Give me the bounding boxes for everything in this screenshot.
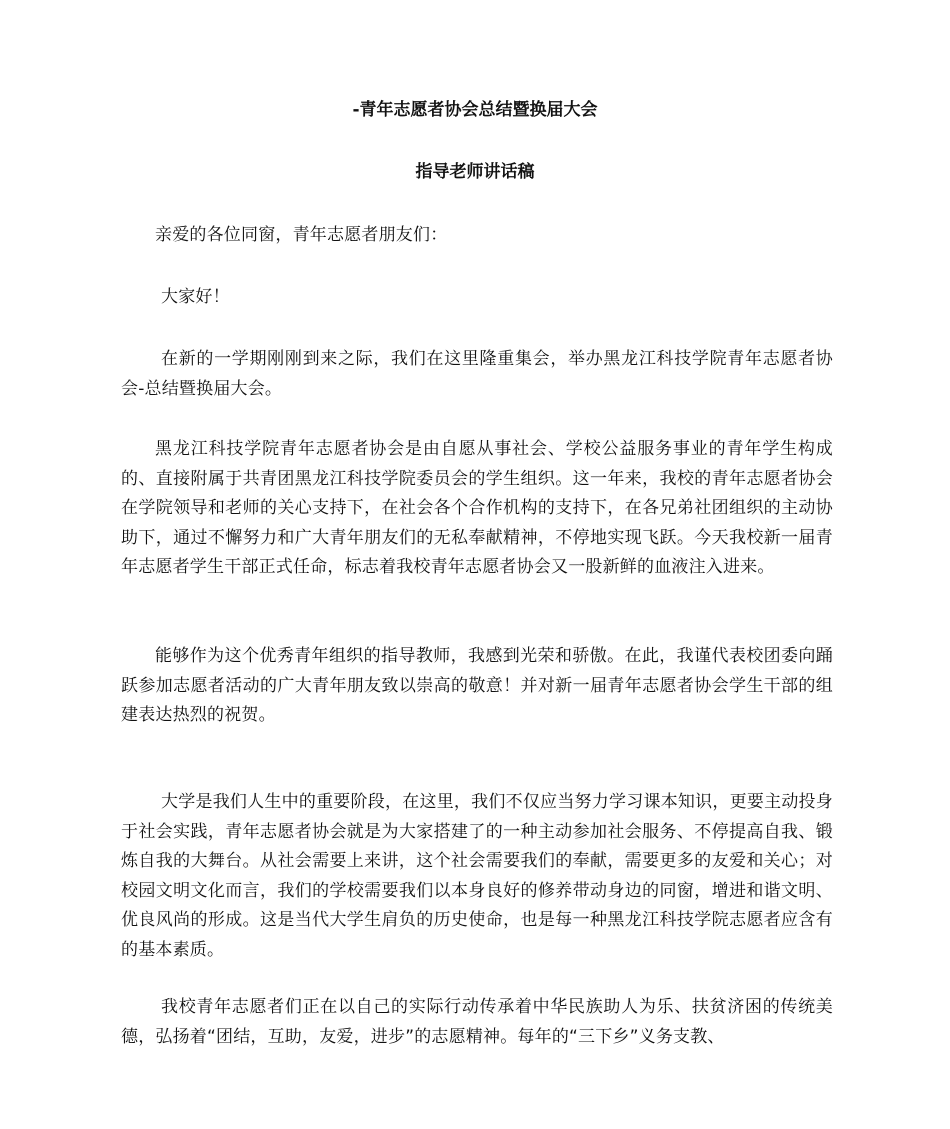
body-paragraph: 黑龙江科技学院青年志愿者协会是由自愿从事社会、学校公益服务事业的青年学生构成的、直接附属于共青团黑龙江科技学院委员会的学生组织。这一年来，我校的青年志愿者协会在学院领导和老师的关心支持下，在社会各个合作机构的支持下，在各兄弟社团组织的主动协助下，通过不懈努力和广大青年朋友们的无私奉献精神，不停地实现飞跃。今天我校新一届青年志愿者学生干部正式任命，标志着我校青年志愿者协会又一股新鲜的血液注入进来。 [121, 439, 833, 577]
greeting-paragraph: 大家好！ [161, 287, 230, 307]
body-paragraph: 在新的一学期刚刚到来之际，我们在这里隆重集会，举办黑龙江科技学院青年志愿者协会-总结暨换届大会。 [121, 349, 833, 399]
document-subtitle: 指导老师讲话稿 [415, 162, 535, 182]
body-paragraph: 我校青年志愿者们正在以自己的实际行动传承着中华民族助人为乐、扶贫济困的传统美德，弘扬着“团结，互助，友爱，进步”的志愿精神。每年的“三下乡”义务支教、 [121, 997, 833, 1047]
body-paragraph: 大学是我们人生中的重要阶段，在这里，我们不仅应当努力学习课本知识，更要主动投身于社会实践，青年志愿者协会就是为大家搭建了的一种主动参加社会服务、不停提高自我、锻炼自我的大舞台。从社会需要上来讲，这个社会需要我们的奉献，需要更多的友爱和关心；对校园文明文化而言，我们的学校需要我们以本身良好的修养带动身边的同窗，增进和谐文明、优良风尚的形成。这是当代大学生肩负的历史使命，也是每一种黑龙江科技学院志愿者应含有的基本素质。 [121, 792, 833, 960]
salutation-paragraph: 亲爱的各位同窗，青年志愿者朋友们： [155, 225, 448, 245]
body-paragraph: 能够作为这个优秀青年组织的指导教师，我感到光荣和骄傲。在此，我谨代表校团委向踊跃参加志愿者活动的广大青年朋友致以崇高的敬意！并对新一届青年志愿者协会学生干部的组建表达热烈的祝贺。 [121, 646, 833, 725]
document-title: -青年志愿者协会总结暨换届大会 [352, 100, 598, 120]
